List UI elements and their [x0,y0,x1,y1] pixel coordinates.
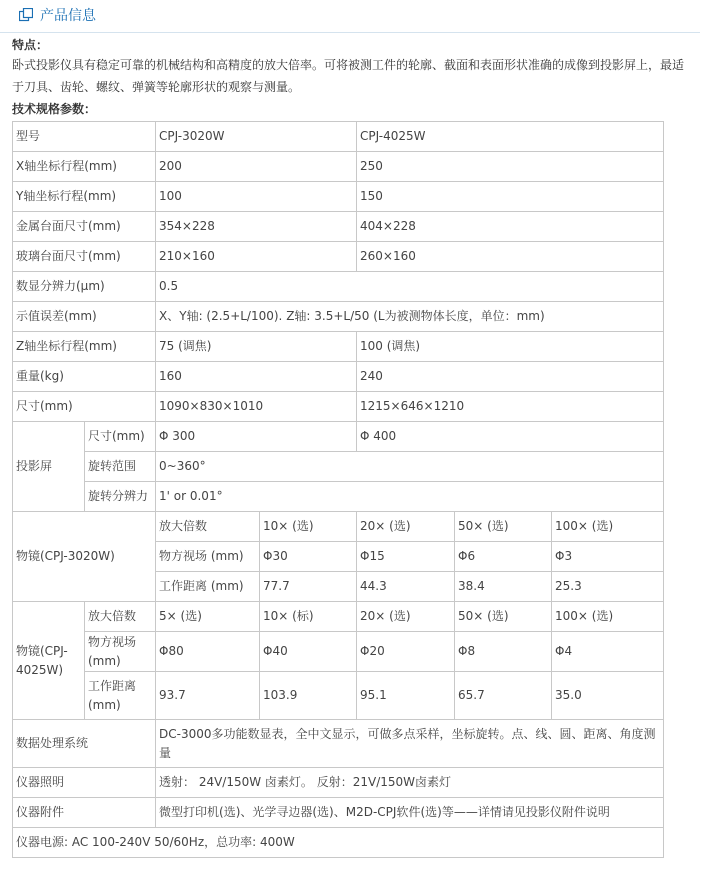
cell-value: 75 (调焦) [156,332,357,362]
cell-value: Φ6 [455,542,552,572]
cell-label: 玻璃台面尺寸(mm) [13,242,156,272]
cell-label: 仪器电源: AC 100-240V 50/60Hz，总功率: 400W [13,828,664,858]
cell-label: 尺寸(mm) [13,392,156,422]
table-row [13,512,664,542]
table-row [13,482,664,512]
cell-label: 型号 [13,122,156,152]
table-row [13,392,664,422]
cell-value: Φ 300 [156,422,357,452]
cell-value: Φ40 [260,632,357,672]
table-row [13,362,664,392]
cell-value: 透射： 24V/150W 卤素灯。 反射：21V/150W卤素灯 [156,768,664,798]
cell-label: 物镜(CPJ-4025W) [13,602,85,720]
table-row [13,798,664,828]
table-row [13,602,664,632]
table-row [13,302,664,332]
table-row [13,242,664,272]
cell-value: 100× (选) [552,602,664,632]
table-row [13,632,664,672]
cell-label: 数据处理系统 [13,720,156,768]
spec-label: 技术规格参数： [12,102,97,116]
product-description: 卧式投影仪具有稳定可靠的机械结构和高精度的放大倍率。可将被测工件的轮廓、截面和表面形状准确的成像到投影屏上，最适于刀具、齿轮、螺纹、弹簧等轮廓形状的观察与测量。 [12,58,685,94]
cell-value: Φ15 [357,542,455,572]
cell-value: 微型打印机(选)、光学寻边器(选)、M2D-CPJ软件(选)等——详情请见投影仪附件说明 [156,798,664,828]
cell-value: 35.0 [552,672,664,720]
cell-value: 44.3 [357,572,455,602]
cell-value: 1090×830×1010 [156,392,357,422]
cell-value: 77.7 [260,572,357,602]
cell-label: 放大倍数 [156,512,260,542]
cell-value: 1' or 0.01° [156,482,664,512]
cell-label: Z轴坐标行程(mm) [13,332,156,362]
cell-value: 65.7 [455,672,552,720]
features-label: 特点： [12,38,49,52]
cell-value: 100 (调焦) [357,332,664,362]
cell-value: 0.5 [156,272,664,302]
cell-label: 重量(kg) [13,362,156,392]
cell-value: X、Y轴: (2.5+L/100). Z轴: 3.5+L/50 (L为被测物体长度，单位：mm) [156,302,664,332]
cell-value: Φ4 [552,632,664,672]
cell-value: Φ80 [156,632,260,672]
cell-value: CPJ-3020W [156,122,357,152]
cell-label: 物镜(CPJ-3020W) [13,512,156,602]
cell-label: X轴坐标行程(mm) [13,152,156,182]
cell-value: Φ8 [455,632,552,672]
cell-value: 38.4 [455,572,552,602]
table-row [13,332,664,362]
table-row [13,152,664,182]
cell-label: 物方视场 (mm) [156,542,260,572]
cell-value: 210×160 [156,242,357,272]
cell-label: 仪器附件 [13,798,156,828]
cell-label: 金属台面尺寸(mm) [13,212,156,242]
cell-value: CPJ-4025W [357,122,664,152]
cell-label: 数显分辨力(μm) [13,272,156,302]
cell-value: 150 [357,182,664,212]
cell-value: 95.1 [357,672,455,720]
cell-value: Φ20 [357,632,455,672]
cell-value: 250 [357,152,664,182]
cell-label: 放大倍数 [85,602,156,632]
cell-value: 200 [156,152,357,182]
cell-label: 物方视场(mm) [85,632,156,672]
table-row [13,122,664,152]
cell-label: 投影屏 [13,422,85,512]
cell-value: 25.3 [552,572,664,602]
cell-label: 尺寸(mm) [85,422,156,452]
cell-value: 0~360° [156,452,664,482]
table-row [13,452,664,482]
cell-value: 160 [156,362,357,392]
cell-value: 50× (选) [455,602,552,632]
section-header [0,0,700,33]
cell-value: 20× (选) [357,602,455,632]
cell-value: 260×160 [357,242,664,272]
cell-value: 50× (选) [455,512,552,542]
table-row [13,828,664,858]
table-row [13,422,664,452]
cell-value: 10× (选) [260,512,357,542]
cell-value: 103.9 [260,672,357,720]
cell-label: 仪器照明 [13,768,156,798]
table-row [13,720,664,768]
cell-value: DC-3000多功能数显表，全中文显示，可做多点采样，坐标旋转。点、线、圆、距离、角度测量 [156,720,664,768]
section-title: 产品信息 [40,8,96,24]
cell-value: 20× (选) [357,512,455,542]
cell-value: Φ30 [260,542,357,572]
box-stack-icon [19,8,33,22]
cell-value: 354×228 [156,212,357,242]
cell-value: 100 [156,182,357,212]
table-row [13,672,664,720]
cell-label: 旋转范围 [85,452,156,482]
cell-value: Φ3 [552,542,664,572]
table-row [13,182,664,212]
cell-value: Φ 400 [357,422,664,452]
cell-value: 10× (标) [260,602,357,632]
table-row [13,212,664,242]
cell-label: 工作距离 (mm) [156,572,260,602]
cell-label: 示值误差(mm) [13,302,156,332]
cell-label: 旋转分辨力 [85,482,156,512]
spec-table [12,121,664,858]
cell-value: 93.7 [156,672,260,720]
cell-value: 1215×646×1210 [357,392,664,422]
cell-label: Y轴坐标行程(mm) [13,182,156,212]
cell-value: 240 [357,362,664,392]
cell-value: 404×228 [357,212,664,242]
cell-label: 工作距离(mm) [85,672,156,720]
table-row [13,272,664,302]
cell-value: 5× (选) [156,602,260,632]
cell-value: 100× (选) [552,512,664,542]
table-row [13,768,664,798]
